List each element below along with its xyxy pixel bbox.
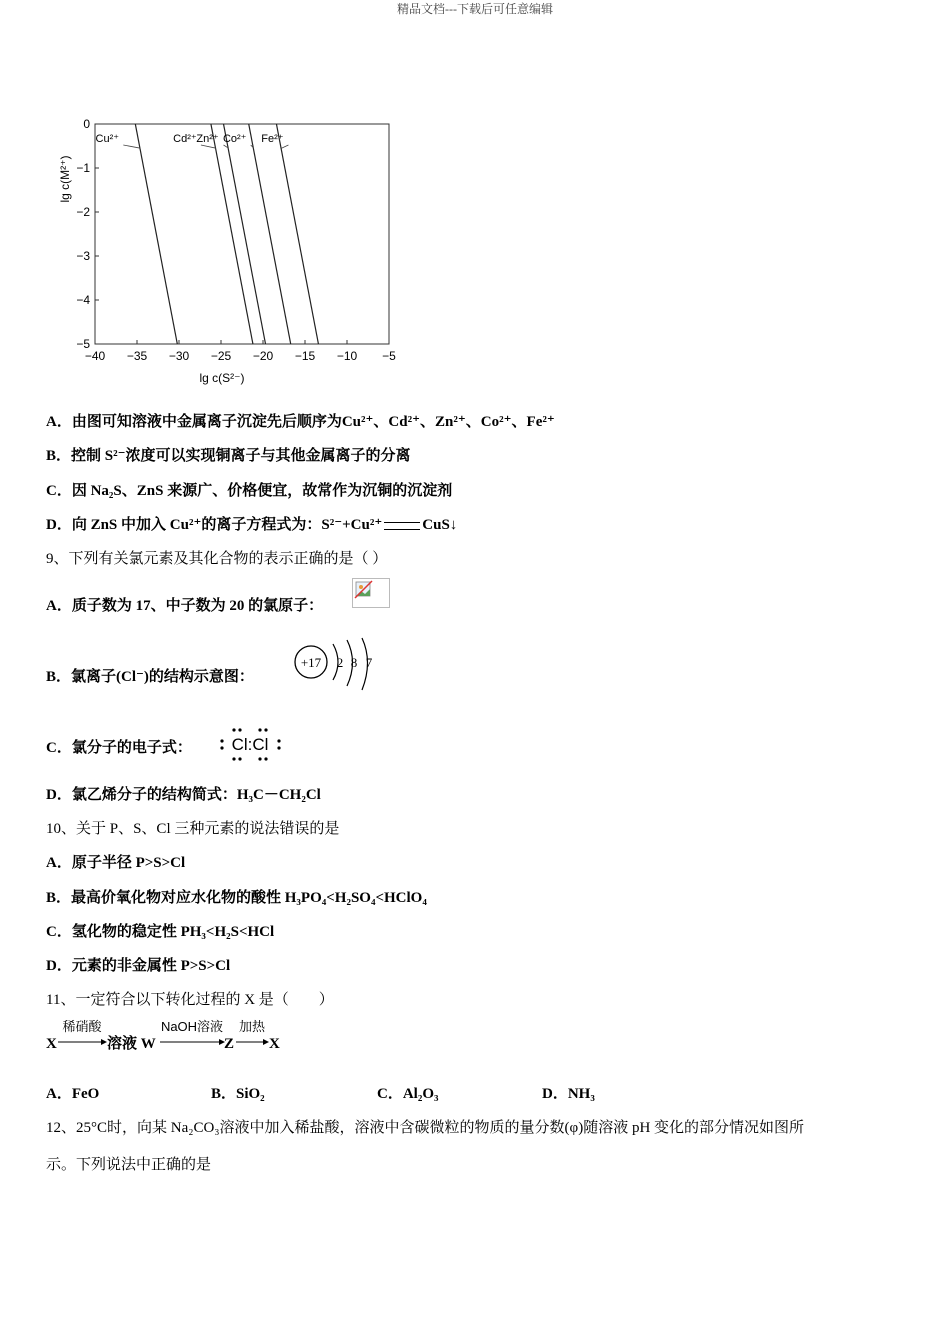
series-label: Fe²⁺ [261, 133, 284, 145]
q8-option-b: B．控制 S²⁻浓度可以实现铜离子与其他金属离子的分离 [46, 448, 411, 464]
nucleus-charge: +17 [300, 655, 322, 670]
q9-option-b: B．氯离子(Cl⁻)的结构示意图： [46, 669, 254, 685]
q11-option-a: A．FeO [46, 1086, 100, 1102]
x-tick-label: −10 [336, 349, 358, 363]
q8-option-c: C．因 Na₂S、ZnS 来源广、价格便宜，故常作为沉铜的沉淀剂 [46, 483, 453, 499]
chloride-ion-structure-diagram [293, 636, 383, 694]
q8-option-a: A．由图可知溶液中金属离子沉淀先后顺序为Cu²⁺、Cd²⁺、Zn²⁺、Co²⁺、Fe²⁺ [46, 414, 555, 430]
q11-stem: 11、一定符合以下转化过程的 X 是（ ） [46, 992, 334, 1008]
shell-3-electrons: 7 [365, 655, 373, 670]
q12-stem-line-2: 示。下列说法中正确的是 [46, 1157, 212, 1173]
plot-frame [95, 124, 389, 344]
electron-formula-text: Cl:Cl [231, 735, 269, 754]
chain-z: Z [224, 1036, 235, 1052]
x-tick-label: −40 [84, 349, 106, 363]
q10-option-c: C．氢化物的稳定性 PH₃<H₂S<HCl [46, 924, 275, 940]
q10-option-d: D．元素的非金属性 P>S>Cl [46, 958, 231, 974]
q9-option-c: C．氯分子的电子式： [46, 740, 192, 756]
x-tick-label: −20 [252, 349, 274, 363]
arrow-label-1: 稀硝酸 [62, 1019, 102, 1034]
y-axis-label: lg c(M²⁺) [58, 155, 72, 203]
x-tick-label: −15 [294, 349, 316, 363]
chain-x-end: X [269, 1036, 280, 1052]
q11-option-c: C．Al₂O₃ [377, 1086, 439, 1102]
solubility-chart [56, 112, 416, 397]
y-tick-label: −1 [76, 161, 90, 175]
q11-option-d: D．NH₃ [542, 1086, 595, 1102]
chain-x-start: X [46, 1036, 57, 1052]
q12-stem-line-1: 12、25°C时，向某 Na₂CO₃溶液中加入稀盐酸，溶液中含碳微粒的物质的量分数(φ)随溶液 pH 变化的部分情况如图所 [46, 1120, 805, 1136]
q9-stem: 9、下列有关氯元素及其化合物的表示正确的是（ ） [46, 551, 388, 567]
series-line [135, 124, 177, 344]
series-label: Zn²⁺ [196, 133, 219, 145]
series-line [276, 124, 318, 344]
series-line [224, 124, 266, 344]
shell-1-electrons: 2 [336, 655, 344, 670]
series-leader [281, 145, 288, 148]
series-line [249, 124, 291, 344]
series-label: Cu²⁺ [95, 133, 120, 145]
x-tick-label: −5 [382, 349, 396, 363]
y-tick-label: −5 [76, 337, 90, 351]
series-leader [123, 145, 140, 148]
y-tick-label: −4 [76, 293, 90, 307]
series-label: Cd²⁺ [173, 133, 197, 145]
q11-option-b: B．SiO₂ [211, 1086, 265, 1102]
page-header: 精品文档---下载后可任意编辑 [397, 2, 553, 16]
q10-option-b: B．最高价氧化物对应水化物的酸性 H₃PO₄<H₂SO₄<HClO₄ [46, 890, 427, 906]
y-tick-label: 0 [83, 117, 90, 131]
equals-sign [384, 522, 420, 530]
series-line [211, 124, 253, 344]
series-label: Co²⁺ [222, 133, 247, 145]
chain-solution-w: 溶液 W [107, 1036, 156, 1052]
x-tick-label: −35 [126, 349, 148, 363]
y-tick-label: −3 [76, 249, 90, 263]
q9-option-d: D．氯乙烯分子的结构简式：H₃C－CH₂Cl [46, 787, 321, 803]
q10-option-a: A．原子半径 P>S>Cl [46, 855, 186, 871]
arrow-label-3: 加热 [238, 1019, 266, 1034]
x-tick-label: −25 [210, 349, 232, 363]
y-tick-label: −2 [76, 205, 90, 219]
x-tick-label: −30 [168, 349, 190, 363]
shell-2-electrons: 8 [350, 655, 358, 670]
x-axis-label: lg c(S²⁻) [199, 371, 245, 385]
q11-conversion-chain [44, 1016, 304, 1058]
arrow-label-2: NaOH溶液 [160, 1019, 224, 1034]
q10-stem: 10、关于 P、S、Cl 三种元素的说法错误的是 [46, 821, 340, 837]
series-leader [201, 145, 216, 148]
broken-image-icon [352, 578, 390, 608]
q8-option-d: D．向 ZnS 中加入 Cu²⁺的离子方程式为：S²⁻+Cu²⁺ CuS↓ [46, 517, 458, 533]
q9-option-a: A．质子数为 17、中子数为 20 的氯原子： [46, 598, 324, 614]
chlorine-electron-formula [214, 724, 286, 764]
